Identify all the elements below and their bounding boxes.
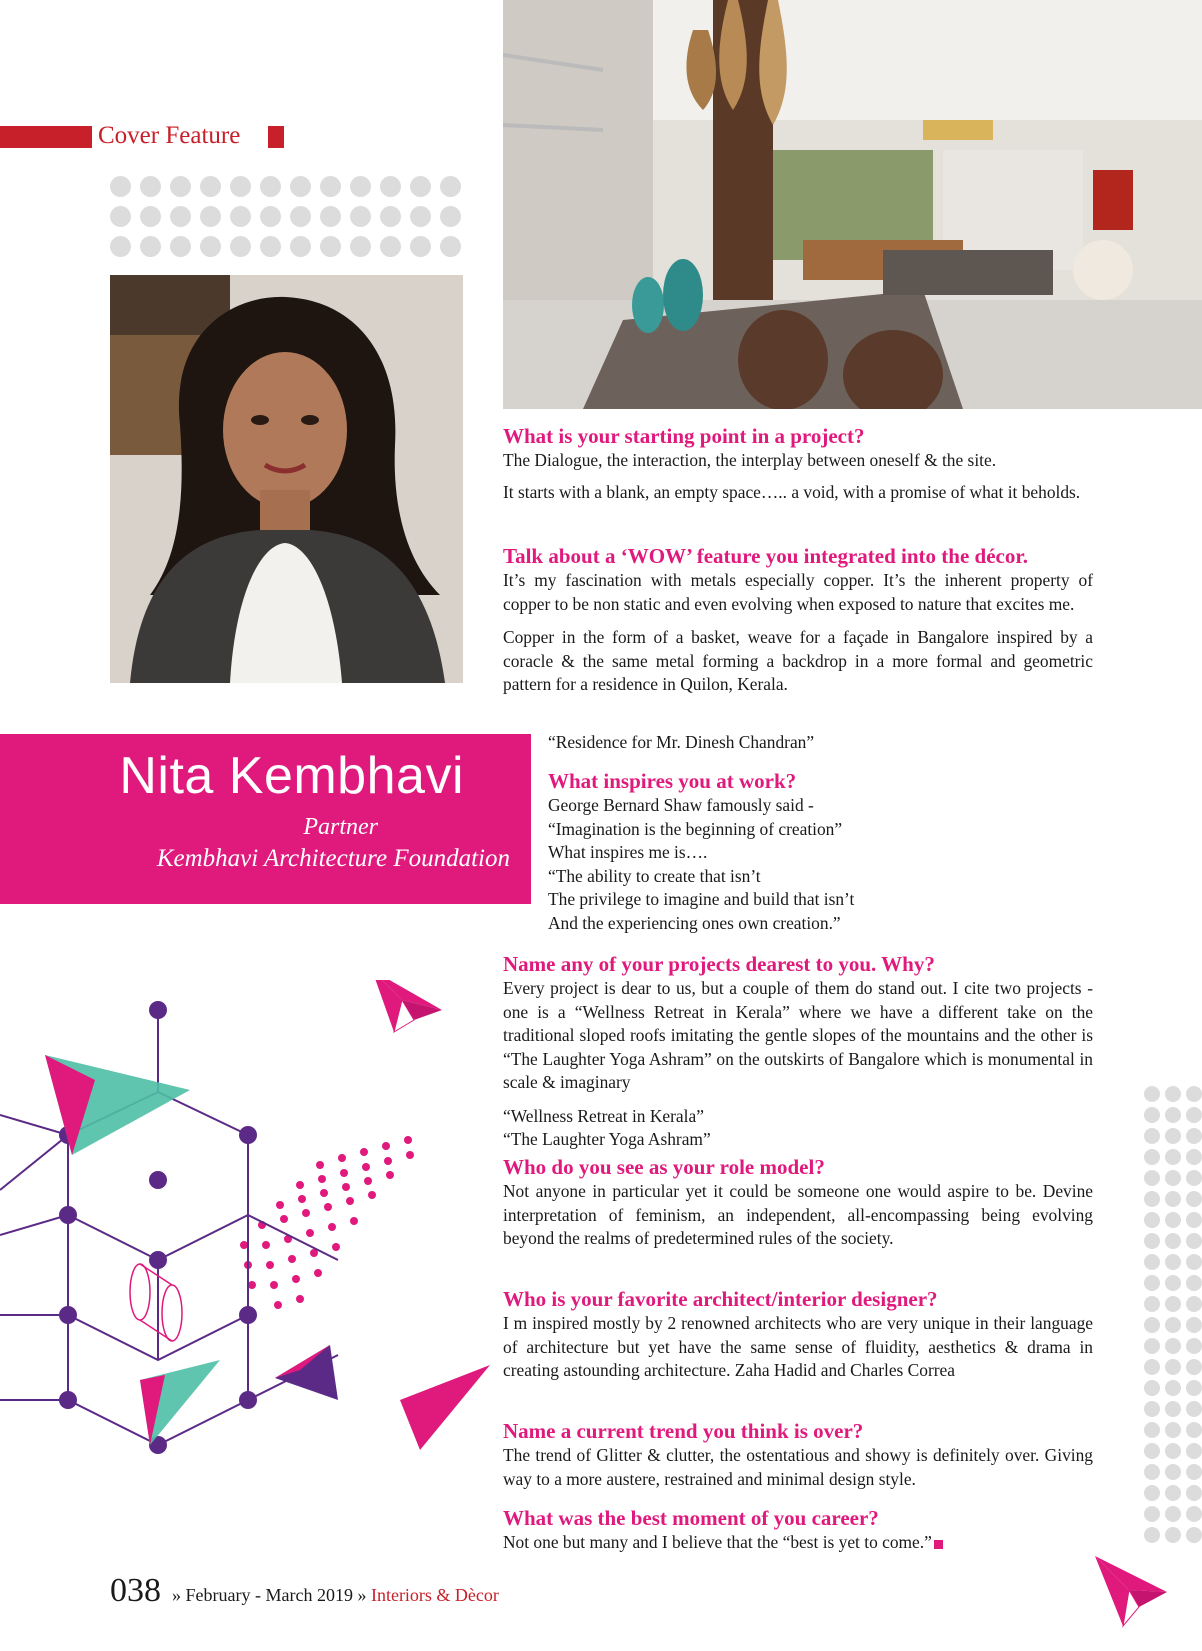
answer-paragraph: It starts with a blank, an empty space….. a void, with a promise of what it beholds. <box>503 481 1081 502</box>
qa-block-4 <box>503 951 1093 1152</box>
answer-paragraph: I m inspired mostly by 2 renowned architects who are very unique in their language of architecture but yet have the same sense of fluidity, aesthetics & drama in creating astounding architecture. Zaha Hadid and Charles Correa <box>503 1313 1093 1380</box>
footer-magazine: Interiors & Dècor <box>370 1585 499 1605</box>
portrait-photo <box>110 275 463 683</box>
answer-line: What inspires me is…. <box>548 842 708 862</box>
question-heading: Talk about a ‘WOW’ feature you integrated into the décor. <box>503 544 1028 568</box>
question-heading: What is your starting point in a project? <box>503 424 865 448</box>
answer-line-wrap <box>503 1531 1093 1555</box>
dot-pattern-right <box>1144 1086 1202 1543</box>
qa-block-6 <box>503 1286 1093 1383</box>
answer-paragraph: It’s my fascination with metals especially copper. It’s the inherent property of copper to be non static and even evolving when exposed to nature that excites me. <box>503 570 1093 614</box>
question-heading: Name a current trend you think is over? <box>503 1419 864 1443</box>
project-caption: “Wellness Retreat in Kerala” <box>503 1105 704 1126</box>
end-mark <box>934 1540 943 1549</box>
answer-line: “The ability to create that isn’t <box>548 865 761 886</box>
answer-paragraph: The trend of Glitter & clutter, the ostentatious and showy is definitely over. Giving way to a more austere, restrained and minimal design style. <box>503 1445 1093 1489</box>
footer-line <box>172 1585 499 1606</box>
project-caption: “The Laughter Yoga Ashram” <box>503 1129 711 1149</box>
section-bar <box>0 126 92 148</box>
question-heading: What inspires you at work? <box>548 769 797 793</box>
answer-line: George Bernard Shaw famously said - <box>548 795 814 815</box>
paper-plane-icon <box>1095 1552 1175 1632</box>
qa-block-5 <box>503 1154 1093 1251</box>
page-number: 038 <box>110 1572 161 1609</box>
qa-block-7 <box>503 1418 1093 1491</box>
answer-line: The privilege to imagine and build that isn’t <box>548 889 855 909</box>
footer-separator: » <box>172 1585 181 1605</box>
section-label: Cover Feature <box>98 122 241 149</box>
section-marker <box>268 126 284 148</box>
geometric-decoration <box>0 980 520 1540</box>
question-heading: Name any of your projects dearest to you. Why? <box>503 952 935 976</box>
answer-paragraph: Not one but many and I believe that the “best is yet to come.” <box>503 1532 932 1552</box>
answer-paragraph: Not anyone in particular yet it could be someone one would aspire to be. Devine interpretation of feminism, an independent, all-encompassing being evolving beyond the realms of predetermined rules of the society. <box>503 1181 1093 1248</box>
profile-name: Nita Kembhavi <box>119 747 464 805</box>
question-heading: Who do you see as your role model? <box>503 1155 825 1179</box>
question-heading: What was the best moment of you career? <box>503 1506 879 1530</box>
answer-line: And the experiencing ones own creation.” <box>548 912 841 933</box>
profile-role: Partner <box>303 814 378 840</box>
question-heading: Who is your favorite architect/interior designer? <box>503 1287 938 1311</box>
profile-firm: Kembhavi Architecture Foundation <box>156 845 510 872</box>
answer-paragraph: Copper in the form of a basket, weave for a façade in Bangalore inspired by a coracle & the same metal forming a backdrop in a more formal and geometric pattern for a residence in Quilon, Kerala. <box>503 627 1093 694</box>
answer-paragraph: Every project is dear to us, but a couple of them do stand out. I cite two projects - one is a “Wellness Retreat in Kerala” where we have a different take on the traditional sloped roofs imitating the gentle slopes of the mountains and the other is “The Laughter Yoga Ashram” on the outskirts of Bangalore which is monumental in scale & imaginary <box>503 978 1093 1092</box>
dot-pattern-top <box>110 176 461 257</box>
qa-block-8 <box>503 1505 1093 1555</box>
qa-block-3 <box>548 768 854 935</box>
footer-issue: February - March 2019 <box>185 1585 353 1605</box>
interior-photo <box>503 0 1202 409</box>
project-caption: “Residence for Mr. Dinesh Chandran” <box>548 732 815 752</box>
qa-block-2 <box>503 543 1093 697</box>
answer-line: “Imagination is the beginning of creation” <box>548 818 843 839</box>
footer-separator: » <box>357 1585 367 1605</box>
answer-paragraph: The Dialogue, the interaction, the interplay between oneself & the site. <box>503 450 997 470</box>
qa-block-1 <box>503 423 1093 504</box>
